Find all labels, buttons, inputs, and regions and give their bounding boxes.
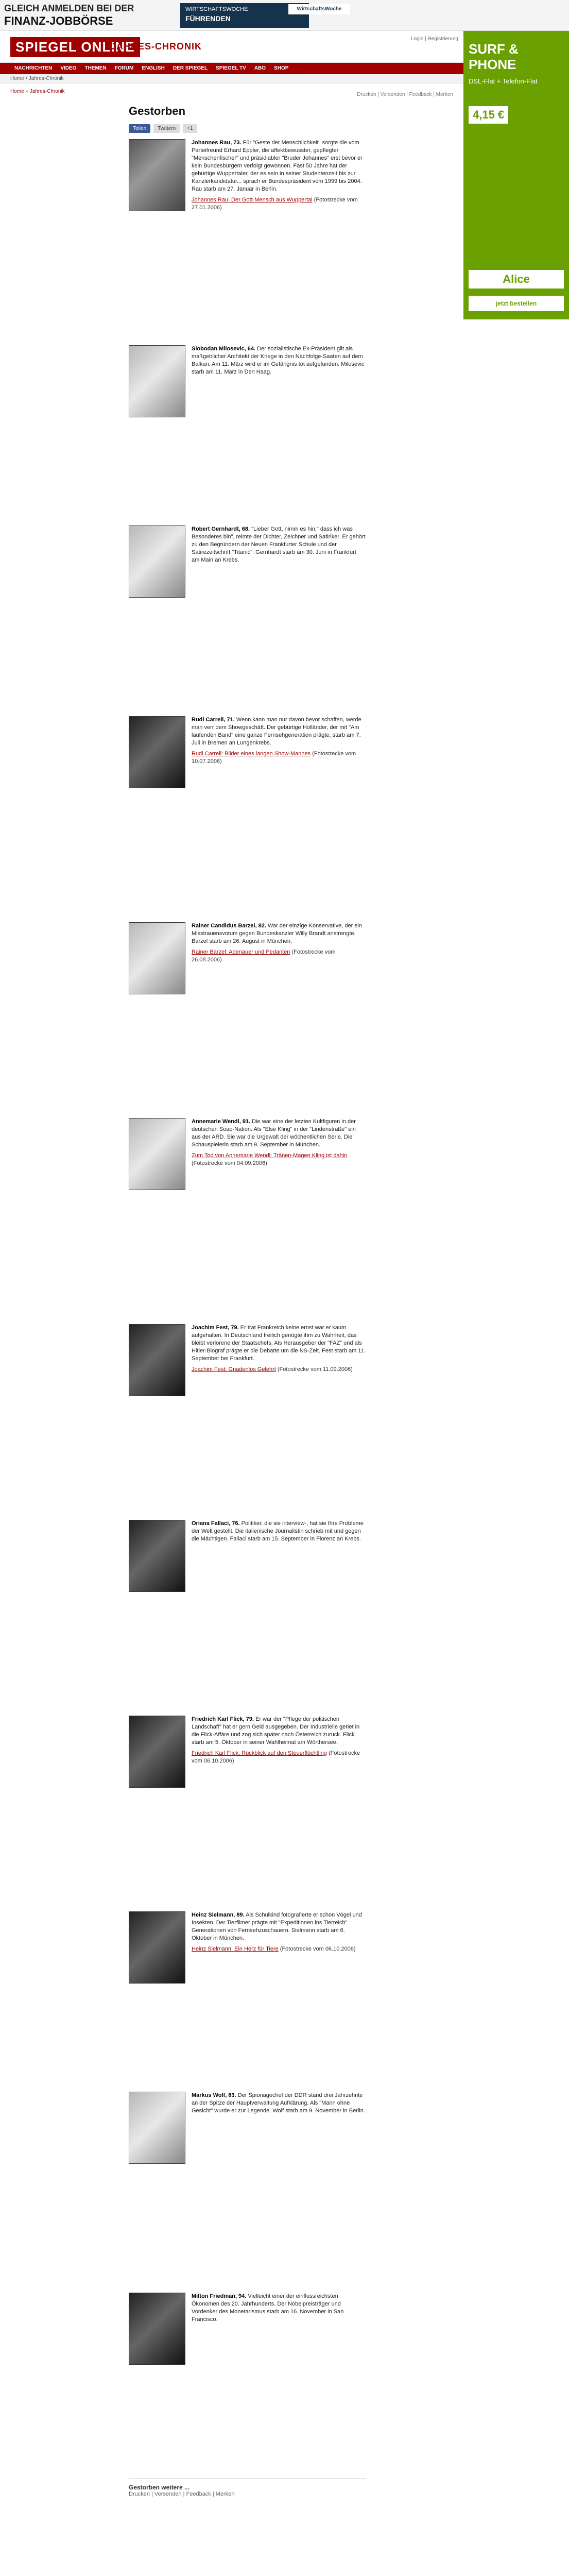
obituary-entry	[129, 2293, 366, 2468]
nav-item[interactable]: FORUM	[114, 65, 134, 71]
person-photo[interactable]	[129, 716, 185, 788]
gallery-date: (Fotostrecke vom 10.07.2006)	[192, 751, 356, 765]
nav-item[interactable]: ABO	[254, 65, 266, 71]
breadcrumb-sep: »	[24, 89, 30, 94]
nav-item[interactable]: SPIEGEL TV	[216, 65, 246, 71]
banner-box-title: WIRTSCHAFTSWOCHE	[185, 6, 248, 12]
nav-item[interactable]: THEMEN	[84, 65, 107, 71]
person-name: Friedrich Karl Flick, 79.	[192, 1716, 254, 1722]
banner-box-sub: FÜHRENDEN	[185, 14, 231, 23]
person-name: Rudi Carrell, 71.	[192, 717, 235, 723]
person-text: Als Schulkind fotografierte er schon Vögel und Insekten. Der Tierfilmer prägte mit "Expeditionen ins Tierreich" Generationen von Fernsehzuschauern. Sielmann starb am 6. Oktober in München.	[192, 1912, 362, 1941]
banner-headline-2: FINANZ-JOBBÖRSE	[4, 14, 113, 27]
person-text: Die war eine der letzten Kultfiguren in der deutschen Soap-Nation. Als "Else Kling" in der "Lindenstraße" ein aus der ARD. Sie war die Urgewalt der wöchentlichen Serie. Die Schauspielerin starb am 9. September in München.	[192, 1118, 356, 1148]
person-text: Der sozialistische Ex-Präsident gilt als maßgeblicher Architekt der Kriege in den Nachfolge-Saaten auf dem Balkan. Am 11. März wird er im Gefängnis tot aufgefunden. Milosevic starb am 11. März in Den Haag.	[192, 346, 365, 375]
person-name: Rainer Candidus Barzel, 82.	[192, 923, 266, 929]
main-nav	[0, 63, 463, 74]
gallery-date: (Fotostrecke vom 06.10.2006)	[280, 1946, 356, 1952]
person-text: Er war der "Pflege der politischen Landschaft" hat er gern Geld ausgegeben. Der Industrielle geriet in die Flick-Affäre und zog sich später nach Österreich zurück. Flick starb am 5. Oktober in seiner Wahlheimat am Wörthersee.	[192, 1716, 360, 1745]
person-photo[interactable]	[129, 1520, 185, 1592]
ad-price: 4,15 €	[469, 106, 508, 124]
person-text: Für "Geste der Menschlichkeit" sorgte die vom Parteifreund Erhard Eppler, die affektbewusster, gepflegter "Menschenfischer" und präsidiabler "Bruder Johannes" erst bevor er kein Bundesbürgern verfolgt gewonnen. Fast 50 Jahre hat der gebürtige Wuppertaler, der es sein in seiner Studentenzeit bis zur Kanzlerkandidatur... sprach er Bundespräsident vom 1999 bis 2004. Rau starb am 27. Januar in Berlin.	[192, 140, 363, 192]
photo-gallery-link[interactable]: Rudi Carrell: Bilder eines langen Show-Mannes	[192, 751, 311, 757]
article-footer	[129, 2478, 366, 2497]
person-photo[interactable]	[129, 2092, 185, 2164]
article-footer-title: Gestorben weitere ...	[129, 2484, 190, 2491]
spiegel-logo[interactable]: SPIEGEL ONLINE	[10, 37, 140, 57]
brand-bar	[0, 31, 463, 63]
photo-gallery-link[interactable]: Joachim Fest: Gnadenlos Gelehrt	[192, 1366, 276, 1372]
nav-item[interactable]: VIDEO	[60, 65, 77, 71]
person-text: Wenn kann man nur davon bevor schaffen, werde man verr dem Showgeschäft. Der gebürtige Holländer, der mit "Am laufenden Band" eine ganze Fernsehgeneration prägte, starb am 7. Juli in Bremen an Lungenkrebs.	[192, 717, 361, 746]
main-wrapper	[0, 31, 463, 134]
ad-cta-button[interactable]: jetzt bestellen	[469, 296, 564, 311]
content-area	[0, 89, 463, 134]
person-photo[interactable]	[129, 1716, 185, 1788]
twitter-share-button[interactable]: Twittern	[153, 124, 180, 133]
ad-line1: SURF & PHONE	[469, 41, 519, 72]
person-name: Heinz Sielmann, 89.	[192, 1912, 245, 1918]
person-name: Johannes Rau, 73.	[192, 140, 242, 146]
share-bar	[129, 122, 453, 134]
obituary-entry	[129, 716, 366, 912]
obituary-entry	[129, 922, 366, 1108]
person-text: War der einzige Konservative, der ein Misstrauensvotum gegen Bundeskanzler Willy Brandt anstrengte. Barzel starb am 26. August in München.	[192, 923, 362, 944]
gallery-date: (Fotostrecke vom 04.09.2006)	[192, 1160, 267, 1166]
nav-item[interactable]: NACHRICHTEN	[14, 65, 53, 71]
person-photo[interactable]	[129, 345, 185, 417]
article-body	[129, 139, 366, 2497]
person-photo[interactable]	[129, 526, 185, 598]
article-footer-actions[interactable]: Drucken | Versenden | Feedback | Merken	[129, 2491, 235, 2497]
person-name: Annemarie Wendl, 91.	[192, 1118, 251, 1125]
section-title: JAHRES-CHRONIK	[111, 41, 202, 52]
person-name: Oriana Fallaci, 76.	[192, 1520, 240, 1527]
gallery-date: (Fotostrecke vom 26.08.2006)	[192, 949, 336, 963]
breadcrumb-current[interactable]: Jahres-Chronik	[29, 89, 65, 94]
gallery-date: (Fotostrecke vom 27.01.2006)	[192, 197, 358, 211]
google-plus-button[interactable]: +1	[183, 124, 197, 133]
sub-nav: Home • Jahres-Chronik	[0, 74, 463, 83]
photo-gallery-link[interactable]: Zum Tod von Annemarie Wendl: Tränen-Magen Kling ist dahin	[192, 1153, 348, 1159]
obituary-entry	[129, 2092, 366, 2282]
gallery-date: (Fotostrecke vom 06.10.2006)	[192, 1750, 360, 1764]
banner-logo: WirtschaftsWoche	[288, 4, 350, 14]
breadcrumb-home[interactable]: Home	[10, 89, 24, 94]
top-banner-ad[interactable]	[0, 0, 569, 31]
obituary-entry	[129, 1118, 366, 1314]
person-photo[interactable]	[129, 1118, 185, 1190]
photo-gallery-link[interactable]: Heinz Sielmann: Ein Herz für Tiere	[192, 1946, 279, 1952]
photo-gallery-link[interactable]: Friedrich Karl Flick: Rückblick auf den Steuerflüchtling	[192, 1750, 327, 1756]
gallery-date: (Fotostrecke vom 11.09.2006)	[277, 1366, 353, 1372]
obituary-entry	[129, 1324, 366, 1510]
person-text: Er trat Frankreich keine ernst war er kaum aufgehalten. In Deutschland freilich genügte ihm zu Wahrheit, das bleibt verlorene der Staatschefs. Als Herausgeber der "FAZ" und als Hitler-Biograf prägte er die Debatte um die NS-Zeit. Fest starb am 11. September bei Frankfurt.	[192, 1325, 366, 1362]
person-text: Der Spionagechef der DDR stand drei Jahrzehnte an der Spitze der Hauptverwaltung Aufklärung. Als "Mann ohne Gesicht" wurde er zur Legende. Wolf starb am 9. November in Berlin.	[192, 2092, 365, 2114]
person-photo[interactable]	[129, 1324, 185, 1396]
page-title: Gestorben	[129, 105, 186, 117]
obituary-entry	[129, 1520, 366, 1705]
skyscraper-ad[interactable]	[463, 31, 569, 319]
person-name: Slobodan Milosevic, 64.	[192, 346, 256, 352]
facebook-share-button[interactable]: Teilen	[129, 124, 150, 133]
nav-item[interactable]: SHOP	[274, 65, 289, 71]
obituary-entry	[129, 1716, 366, 1901]
person-photo[interactable]	[129, 139, 185, 211]
ad-line2: DSL-Flat + Telefon-Flat	[469, 77, 538, 85]
article-toolbar[interactable]: Drucken | Versenden | Feedback | Merken	[357, 92, 453, 97]
person-photo[interactable]	[129, 922, 185, 994]
person-photo[interactable]	[129, 2293, 185, 2365]
obituary-entry	[129, 139, 366, 335]
person-text: "Lieber Gott, nimm es hin," dass ich was Besonderes bin", reimte der Dichter, Zeichner und Satiriker. Er gehört zu den Begründern der Neuen Frankfurter Schule und der Satirezeitschrift "Titanic". Gernhardt starb am 30. Juni in Frankfurt am Main an Krebs.	[192, 526, 366, 563]
person-name: Robert Gernhardt, 68.	[192, 526, 250, 532]
banner-headline: GLEICH ANMELDEN BEI DER	[4, 3, 134, 13]
person-name: Milton Friedman, 94.	[192, 2293, 247, 2299]
person-text: Vielleicht einer der einflussreichsten Ökonomen des 20. Jahrhunderts. Der Nobelpreisträger und Vordenker des Monetarismus starb am 16. November in San Francisco.	[192, 2293, 344, 2323]
ad-brand: Alice	[469, 270, 564, 289]
nav-item[interactable]: ENGLISH	[142, 65, 165, 71]
obituary-entry	[129, 526, 366, 706]
photo-gallery-link[interactable]: Johannes Rau: Der Gott-Mensch aus Wuppertal	[192, 197, 313, 203]
person-name: Joachim Fest, 79.	[192, 1325, 239, 1331]
obituary-entry	[129, 1911, 366, 2081]
obituary-entry	[129, 345, 366, 515]
login-link[interactable]: Login | Registrierung	[410, 36, 458, 42]
person-name: Markus Wolf, 83.	[192, 2092, 236, 2098]
nav-item[interactable]: DER SPIEGEL	[173, 65, 208, 71]
person-text: Politiker, die sie interview-, hat sie Ihre Probleme der Welt gestellt. Die italienische Journalistin schrieb mit und gegen die Mächtigen. Fallaci starb am 15. September in Florenz an Krebs.	[192, 1520, 364, 1542]
person-photo[interactable]	[129, 1911, 185, 1984]
photo-gallery-link[interactable]: Rainer Barzel: Adenauer und Pedanten	[192, 949, 290, 955]
